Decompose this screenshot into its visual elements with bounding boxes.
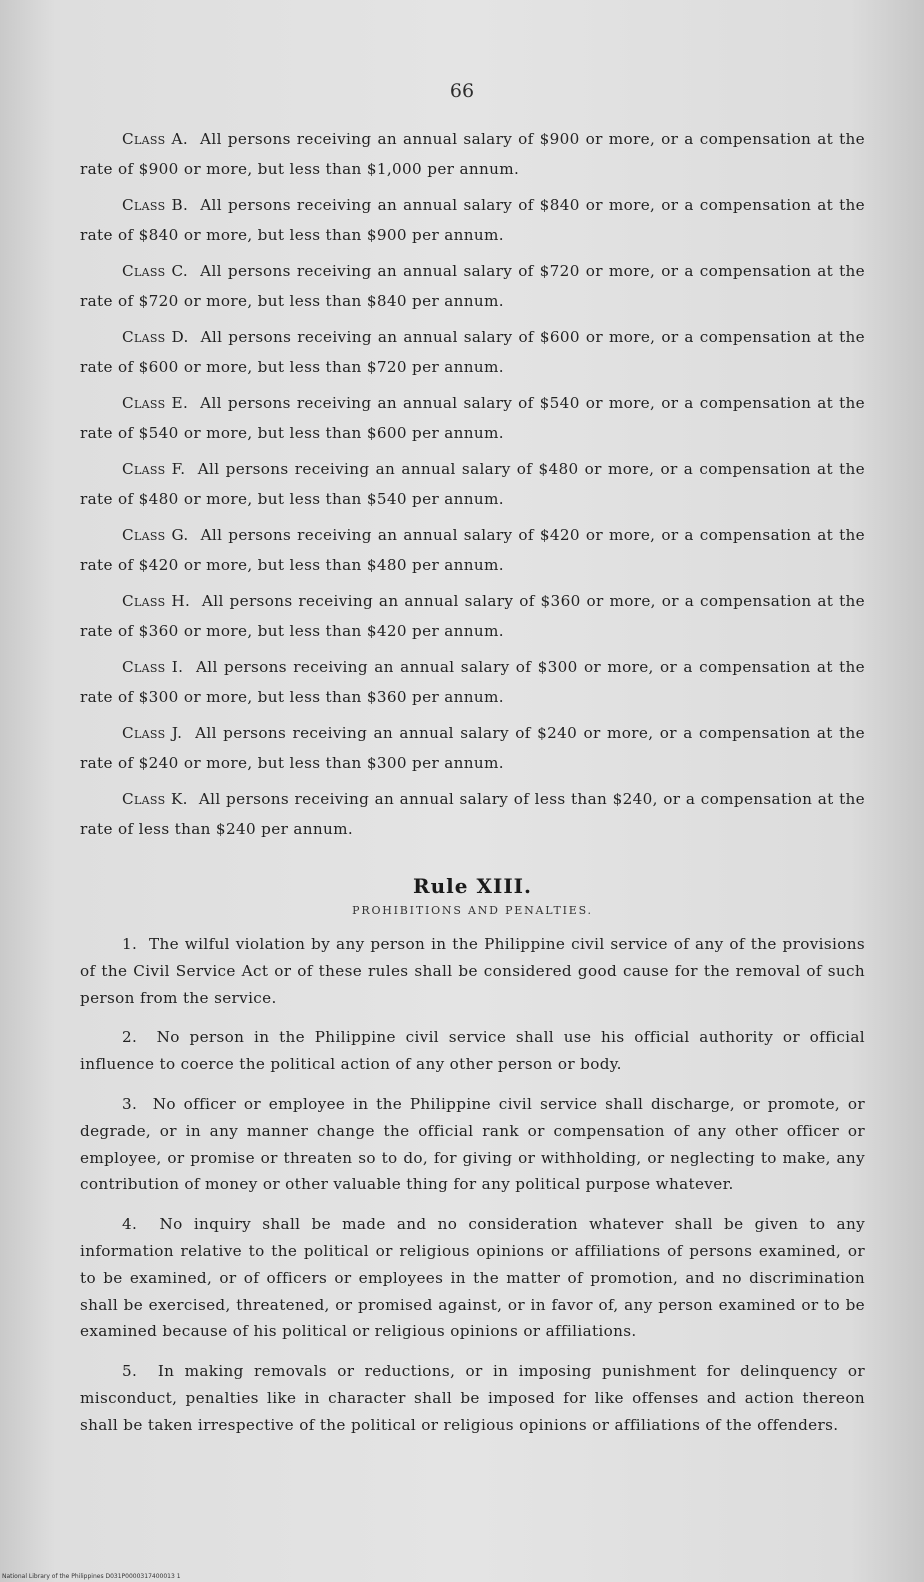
class-e-paragraph: [80, 388, 865, 448]
class-a-paragraph: [80, 124, 865, 184]
class-g-paragraph: [80, 520, 865, 580]
class-label: Class I.: [122, 658, 184, 676]
class-f-paragraph: [80, 454, 865, 514]
paragraph-number: 3.: [122, 1094, 138, 1113]
rule-title: Rule XIII.: [413, 874, 532, 898]
class-text: All persons receiving an annual salary of $420 or more, or a compensation at the rate of $420 or more, but less than $480 per annum.: [80, 526, 866, 574]
class-text: All persons receiving an annual salary of $360 or more, or a compensation at the rate of $360 or more, but less than $420 per annum.: [80, 592, 865, 640]
rule-paragraph-4: [80, 1211, 865, 1345]
class-h-paragraph: [80, 586, 865, 646]
class-i-paragraph: [80, 652, 865, 712]
class-k-paragraph: [80, 784, 865, 844]
class-label: Class D.: [122, 328, 189, 346]
class-d-paragraph: [80, 322, 865, 382]
paragraph-text: The wilful violation by any person in the Philippine civil service of any of the provisions of the Civil Service Act or of these rules shall be considered good cause for the removal of such person from the service.: [80, 935, 865, 1007]
rule-paragraph-3: [80, 1091, 865, 1198]
rule-paragraph-2: [80, 1024, 865, 1078]
paragraph-text: No person in the Philippine civil service shall use his official authority or official influence to coerce the political action of any other person or body.: [80, 1028, 865, 1074]
class-text: All persons receiving an annual salary of $900 or more, or a compensation at the rate of $900 or more, but less than $1,000 per annum.: [80, 130, 866, 178]
class-label: Class B.: [122, 196, 189, 214]
class-text: All persons receiving an annual salary of $600 or more, or a compensation at the rate of $600 or more, but less than $720 per annum.: [80, 328, 865, 376]
rule-paragraph-5: [80, 1358, 865, 1438]
class-j-paragraph: [80, 718, 865, 778]
class-text: All persons receiving an annual salary of $240 or more, or a compensation at the rate of $240 or more, but less than $300 per annum.: [80, 724, 865, 772]
paragraph-number: 5.: [122, 1362, 138, 1381]
rule-paragraph-1: [80, 931, 865, 1011]
class-label: Class E.: [122, 394, 189, 412]
class-label: Class J.: [122, 724, 183, 742]
class-text: All persons receiving an annual salary of $840 or more, or a compensation at the rate of $840 or more, but less than $900 per annum.: [80, 196, 865, 244]
paragraph-number: 2.: [122, 1028, 138, 1047]
class-text: All persons receiving an annual salary of $720 or more, or a compensation at the rate of $720 or more, but less than $840 per annum.: [80, 262, 866, 310]
salary-class-list: [80, 124, 865, 844]
class-label: Class K.: [122, 790, 188, 808]
class-b-paragraph: [80, 190, 865, 250]
class-text: All persons receiving an annual salary of less than $240, or a compensation at the rate of less than $240 per annum.: [80, 790, 865, 838]
paragraph-number: 1.: [122, 935, 138, 953]
class-text: All persons receiving an annual salary of $540 or more, or a compensation at the rate of $540 or more, but less than $600 per annum.: [80, 394, 865, 442]
class-label: Class H.: [122, 592, 191, 610]
page-body: [80, 124, 865, 1452]
class-text: All persons receiving an annual salary of $480 or more, or a compensation at the rate of $480 or more, but less than $540 per annum.: [80, 460, 865, 508]
rule-paragraph-list: [80, 931, 865, 1439]
class-text: All persons receiving an annual salary of $300 or more, or a compensation at the rate of $300 or more, but less than $360 per annum.: [80, 658, 866, 706]
class-label: Class C.: [122, 262, 189, 280]
paragraph-text: No officer or employee in the Philippine civil service shall discharge, or promote, or degrade, or in any manner change the official rank or compensation of any other officer or employee, or promise or threaten so to do, for giving or withholding, or neglecting to make, any contribution of money or other valuable thing for any political purpose whatever.: [80, 1094, 865, 1194]
page-number: 66: [449, 80, 475, 102]
class-c-paragraph: [80, 256, 865, 316]
class-label: Class A.: [122, 130, 189, 148]
paragraph-text: In making removals or reductions, or in imposing punishment for delinquency or misconduct, penalties like in character shall be imposed for like offenses and action thereon shall be taken irrespective of the political or religious opinions or affiliations of the offenders.: [80, 1362, 866, 1434]
rule-subtitle: PROHIBITIONS AND PENALTIES.: [352, 904, 593, 917]
class-label: Class F.: [122, 460, 186, 478]
paragraph-number: 4.: [122, 1215, 138, 1234]
class-label: Class G.: [122, 526, 189, 544]
library-credit: National Library of the Philippines D031P0000317400013 1: [2, 1573, 181, 1580]
paragraph-text: No inquiry shall be made and no consideration whatever shall be given to any information relative to the political or religious opinions or affiliations of persons examined, or to be examined, or of officers or employees in the matter of promotion, and no discrimination shall be exercised, threatened, or promised against, or in favor of, any person examined or to be examined because of his political or religious opinions or affiliations.: [80, 1215, 866, 1341]
